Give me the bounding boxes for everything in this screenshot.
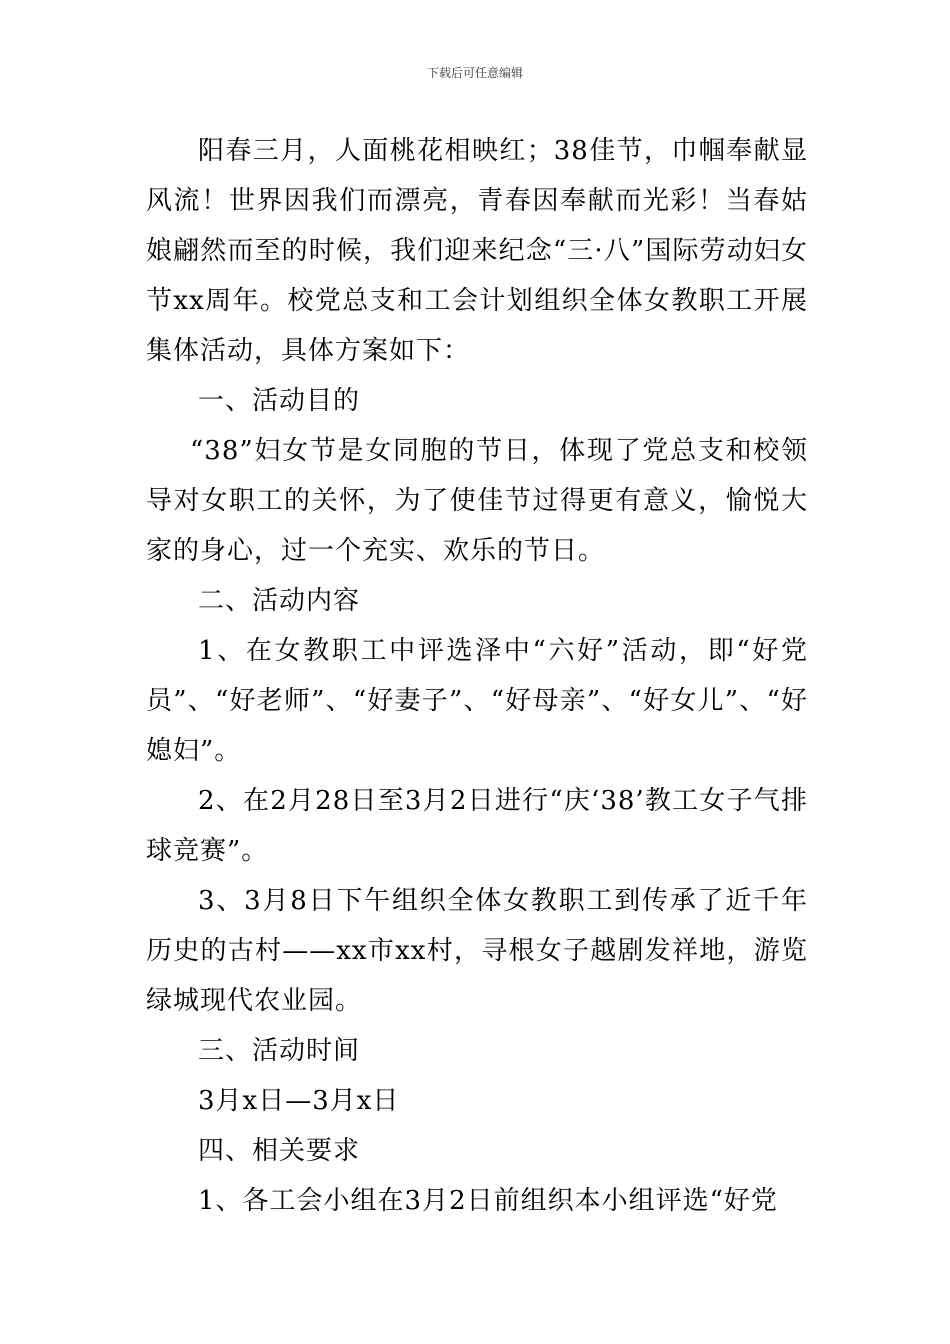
section-3-body: 3月x日—3月x日 [198,1086,400,1116]
page-header: 下载后可任意编辑 [426,66,523,80]
section-4-item-1: 1、各工会小组在3月2日前组织本小组评选“好党 [198,1186,778,1216]
section-2-item-3: 3、3月8日下午组织全体女教职工到传承了近千年历史的古村——xx市xx村，寻根女子越剧发祥地，游览绿城现代农业园。 [146,886,808,1016]
section-2-item-2: 2、在2月28日至3月2日进行“庆‘38’教工女子气排球竞赛”。 [146,786,808,866]
intro-paragraph: 阳春三月，人面桃花相映红；38佳节，巾帼奉献显风流！世界因我们而漂亮，青春因奉献而光彩！当春姑娘翩然而至的时候，我们迎来纪念“三·八”国际劳动妇女节xx周年。校党总支和工会计划组织全体女教职工开展集体活动，具体方案如下： [146,136,808,366]
document-body [146,126,808,1226]
section-1-heading: 一、活动目的 [198,386,361,416]
section-3-heading: 三、活动时间 [198,1036,361,1066]
section-2-item-1: 1、在女教职工中评选泽中“六好”活动，即“好党员”、“好老师”、“好妻子”、“好母亲”、“好女儿”、“好媳妇”。 [146,636,808,766]
section-2-heading: 二、活动内容 [198,586,361,616]
section-4-heading: 四、相关要求 [198,1136,361,1166]
section-1-body: “38”妇女节是女同胞的节日，体现了党总支和校领导对女职工的关怀，为了使佳节过得更有意义，愉悦大家的身心，过一个充实、欢乐的节日。 [146,436,808,566]
